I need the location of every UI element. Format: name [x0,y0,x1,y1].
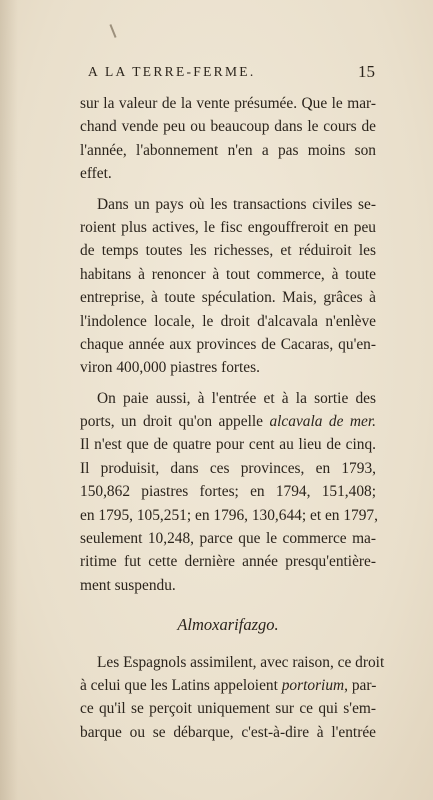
text-segment: à celui que les Latins appeloient [80,676,282,694]
text-line: Dans un pays où les transactions civiles se- [97,195,376,213]
italic-term: alcavala de mer. [269,413,376,431]
text-line [80,674,376,697]
text-segment: , par- [344,676,377,694]
text-line: Les Espagnols assimilent, avec raison, ce droit [97,653,385,671]
text-line: barque ou se débarque, c'est-à-dire à l'entrée [80,723,376,741]
text-line: Il n'est que de quatre pour cent au lieu de cinq. [80,436,376,454]
page-number: 15 [358,62,375,81]
text-line: seulement 10,248, parce que le commerce ma- [80,530,376,548]
text-line: l'année, l'abonnement n'en a pas moins son [80,141,376,159]
text-line: chaque année aux provinces de Cacaras, qu'en- [80,335,376,353]
text-line: Il produisit, dans ces provinces, en 1793, [80,459,376,477]
text-line: en 1795, 105,251; en 1796, 130,644; et en 1797, [80,506,378,524]
text-line: de temps toutes les richesses, et réduiroit les [80,242,376,260]
text-line: ritime fut cette dernière année presqu'entière- [80,553,376,571]
text-segment: ports, un droit qu'on appelle [80,413,270,431]
text-line: On paie aussi, à l'entrée et à la sortie des [97,389,376,407]
section-heading: Almoxarifazgo. [177,615,279,635]
running-head: A LA TERRE-FERME. [88,64,256,79]
text-line: effet. [80,165,112,183]
text-line: roient plus actives, le fisc engouffreroit en peu [80,218,376,236]
text-line: sur la valeur de la vente présumée. Que le mar- [80,95,376,112]
italic-term: portorium [281,676,345,694]
body-text [80,92,385,744]
text-line: 150,862 piastres fortes; en 1794, 151,408; [80,483,376,501]
text-line: l'indolence locale, le droit d'alcavala n'enlève [80,312,376,330]
text-line: chand vende peu ou beaucoup dans le cours de [80,118,376,136]
text-line [80,410,376,433]
text-line: viron 400,000 piastres fortes. [80,359,260,377]
ink-mark [109,24,116,38]
text-line: ce qu'il se perçoit uniquement sur ce qui s'em- [80,700,376,718]
text-line: habitans à renoncer à tout commerce, à toute [80,265,376,283]
text-line: entreprise, à toute spéculation. Mais, grâces à [80,289,376,307]
page-header [88,62,375,88]
text-line: ment suspendu. [80,576,176,594]
